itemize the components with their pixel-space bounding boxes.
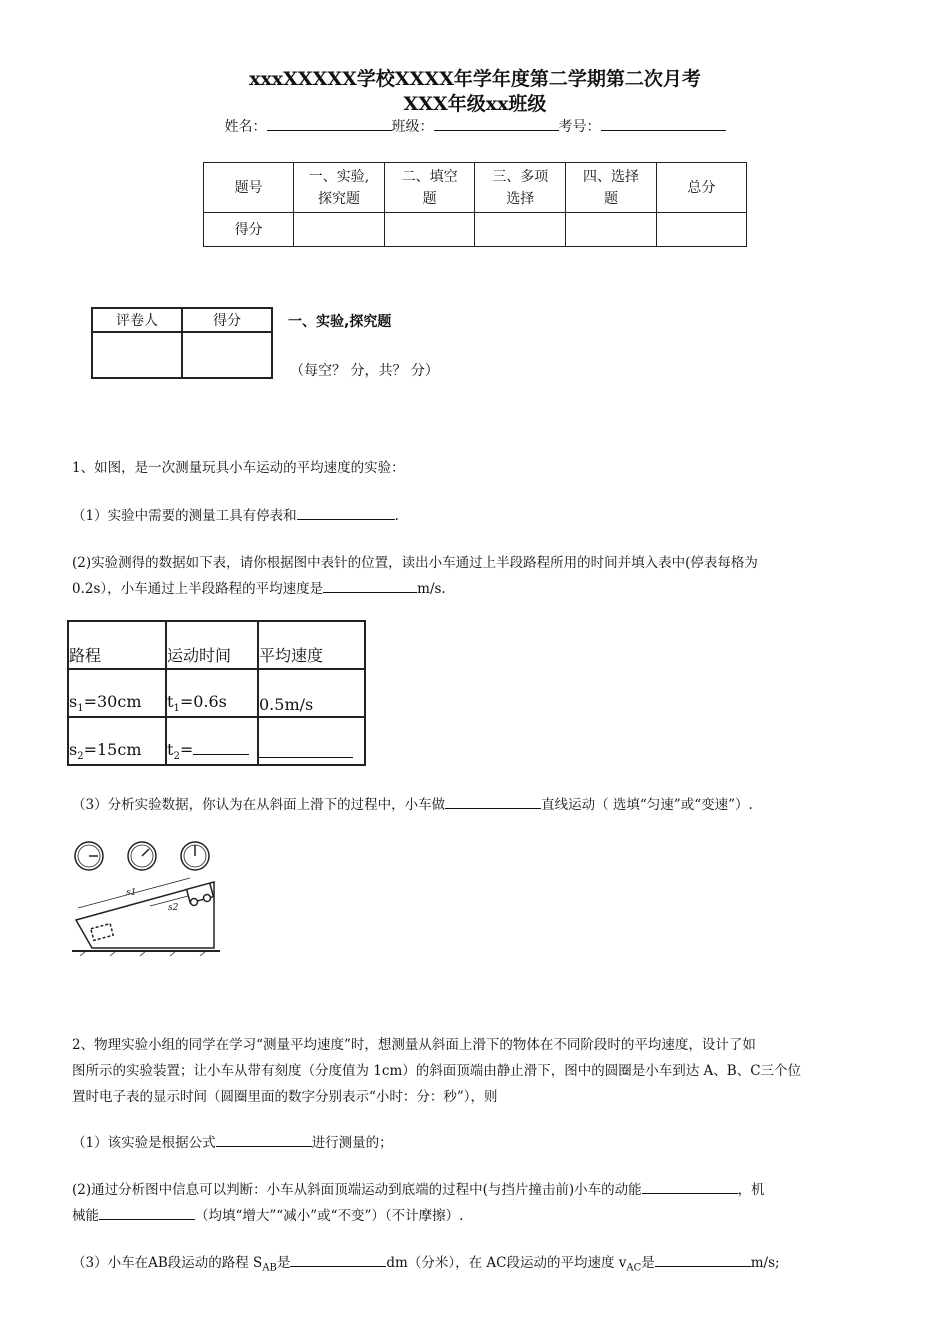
grader-box bbox=[91, 307, 273, 379]
q2-part3-text2: 是 bbox=[276, 1255, 291, 1271]
q2-part3-text3: dm（分米），在 AC段运动的平均速度 v bbox=[386, 1255, 627, 1271]
class-label: 班级： bbox=[391, 119, 434, 135]
q2-stem bbox=[72, 1032, 882, 1110]
q2-stem-line3: 置时电子表的显示时间（圆圈里面的数字分别表示“小时：分：秒”），则 bbox=[72, 1089, 498, 1105]
q2-part1-end: 进行测量的； bbox=[311, 1135, 393, 1151]
q2-part2-text: (2)通过分析图中信息可以判断：小车从斜面顶端运动到底端的过程中(与挡片撞击前)小车的动能 bbox=[72, 1182, 642, 1198]
q2-part2 bbox=[72, 1177, 882, 1229]
name-label: 姓名： bbox=[224, 119, 267, 135]
score-col-3: 三、多项 选择 bbox=[475, 163, 566, 213]
q2-part3-unit: m/s; bbox=[750, 1255, 780, 1271]
name-field[interactable] bbox=[267, 116, 392, 131]
q1-part2-line1: (2)实验测得的数据如下表，请你根据图中表针的位置，读出小车通过上半段路程所用的时间并填入表中(停表每格为 bbox=[72, 555, 758, 571]
q1-part2-line2 bbox=[72, 576, 882, 602]
q1-part3-end: 直线运动（ 选填“匀速”或“变速”）. bbox=[541, 797, 753, 813]
q2-formula-blank[interactable] bbox=[216, 1132, 312, 1147]
stopwatch-icon bbox=[128, 842, 156, 870]
q2-part3-sub2: AC bbox=[626, 1262, 642, 1274]
q1-part3-text: （3）分析实验数据，你认为在从斜面上滑下的过程中，小车做 bbox=[72, 797, 446, 813]
grader-score-label: 得分 bbox=[182, 308, 272, 332]
q2-part1-text: （1）该实验是根据公式 bbox=[72, 1135, 216, 1151]
exam-number-field[interactable] bbox=[601, 116, 726, 131]
score-cell[interactable] bbox=[475, 213, 566, 247]
score-col-total: 总分 bbox=[656, 163, 746, 213]
row2-speed bbox=[258, 717, 365, 765]
q2-distance-blank[interactable] bbox=[290, 1252, 386, 1267]
s2-label: s2 bbox=[168, 903, 179, 913]
section-title: 一、实验,探究题 bbox=[288, 314, 392, 330]
score-cell[interactable] bbox=[384, 213, 475, 247]
q2-mechanical-blank[interactable] bbox=[99, 1205, 195, 1220]
q1-part1 bbox=[72, 503, 882, 529]
q1-part2-text: 0.2s），小车通过上半段路程的平均速度是 bbox=[72, 581, 324, 597]
reviewer-cell[interactable] bbox=[92, 332, 182, 378]
q2-part2-text2: 械能 bbox=[72, 1208, 99, 1224]
q1-part3 bbox=[72, 792, 882, 818]
header-speed: 平均速度 bbox=[258, 621, 365, 669]
row1-speed: 0.5m/s bbox=[258, 669, 365, 717]
row2-time: $t_2=$ bbox=[166, 717, 258, 765]
stopwatch-icon bbox=[181, 842, 209, 870]
score-row-label: 得分 bbox=[204, 213, 294, 247]
q2-part2-end2: （均填“增大”“减小”或“不变”）（不计摩擦）. bbox=[195, 1208, 464, 1224]
q1-stem: 1、如图，是一次测量玩具小车运动的平均速度的实验： bbox=[72, 460, 405, 476]
row2-time-blank[interactable] bbox=[193, 740, 249, 755]
q1-part1-end: . bbox=[394, 508, 399, 524]
stopwatch-icon bbox=[75, 842, 103, 870]
q2-part2-end1: ，机 bbox=[737, 1182, 765, 1198]
q2-part2-line2 bbox=[72, 1203, 882, 1229]
header-distance: 路程 bbox=[68, 621, 166, 669]
score-table bbox=[203, 162, 747, 247]
score-cell[interactable] bbox=[566, 213, 657, 247]
q1-speed-unit: m/s. bbox=[417, 581, 446, 597]
reviewer-label: 评卷人 bbox=[92, 308, 182, 332]
q2-part3-text4: 是 bbox=[641, 1255, 655, 1271]
incline-figure bbox=[70, 838, 230, 966]
row2-speed-blank[interactable] bbox=[259, 743, 353, 758]
q2-part1 bbox=[72, 1130, 882, 1156]
exam-title: xxxXXXXX学校XXXX年学年度第二学期第二次月考 bbox=[249, 68, 701, 90]
header-time: 运动时间 bbox=[166, 621, 258, 669]
row2-distance: $s_2=15cm$ bbox=[68, 717, 166, 765]
student-info-line bbox=[0, 116, 950, 136]
class-field[interactable] bbox=[434, 116, 559, 131]
question-number-label: 题号 bbox=[204, 163, 294, 213]
q2-part2-line1 bbox=[72, 1177, 882, 1203]
score-col-4: 四、选择 题 bbox=[566, 163, 657, 213]
q1-speed-blank[interactable] bbox=[323, 578, 417, 593]
exam-subtitle: XXX年级xx班级 bbox=[403, 93, 547, 115]
q2-part3-sub1: AB bbox=[262, 1262, 277, 1274]
s1-label: s1 bbox=[126, 888, 137, 898]
grader-score-cell[interactable] bbox=[182, 332, 272, 378]
q1-motion-blank[interactable] bbox=[445, 794, 541, 809]
score-col-2: 二、填空 题 bbox=[384, 163, 475, 213]
q2-kinetic-blank[interactable] bbox=[642, 1179, 738, 1194]
row1-distance: $s_1=30cm$ bbox=[68, 669, 166, 717]
score-col-1: 一、实验, 探究题 bbox=[294, 163, 385, 213]
q1-part2 bbox=[72, 550, 882, 602]
q2-stem-line2: 图所示的实验装置；让小车从带有刻度（分度值为 1cm）的斜面顶端由静止滑下，图中的圆圈是小车到达 A、B、C三个位 bbox=[72, 1063, 802, 1079]
q1-data-table bbox=[67, 620, 366, 766]
q2-speed-blank[interactable] bbox=[655, 1252, 751, 1267]
q1-part1-text: （1）实验中需要的测量工具有停表和 bbox=[72, 508, 297, 524]
q2-part3 bbox=[72, 1250, 882, 1282]
score-cell[interactable] bbox=[294, 213, 385, 247]
toy-car bbox=[187, 883, 214, 905]
exam-number-label: 考号： bbox=[558, 119, 601, 135]
section-note: （每空？ 分，共？ 分） bbox=[290, 363, 439, 379]
q1-part1-blank[interactable] bbox=[297, 505, 395, 520]
q2-part3-text1: （3）小车在AB段运动的路程 S bbox=[72, 1255, 263, 1271]
score-cell[interactable] bbox=[656, 213, 746, 247]
row1-time: $t_1=0.6s$ bbox=[166, 669, 258, 717]
q2-stem-line1: 2、物理实验小组的同学在学习“测量平均速度”时，想测量从斜面上滑下的物体在不同阶段时的平均速度，设计了如 bbox=[72, 1037, 756, 1053]
